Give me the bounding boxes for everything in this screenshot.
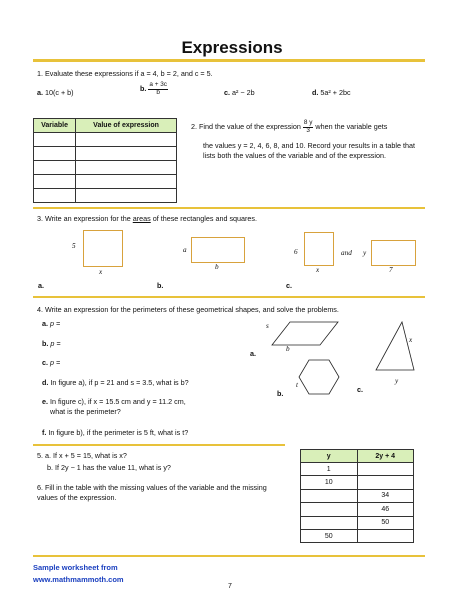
- table-row: [301, 516, 414, 529]
- q4-prompt: 4. Write an expression for the perimeters of these geometrical shapes, and solve the problems.: [37, 305, 339, 314]
- parallelogram-shape: [272, 322, 338, 345]
- q4-c-label: c.: [42, 358, 48, 367]
- table-row: [301, 529, 414, 542]
- q1-c-label: c.: [224, 88, 230, 97]
- page-title: Expressions: [181, 38, 283, 57]
- divider-3: [33, 444, 285, 446]
- table-cell: 46: [357, 503, 414, 516]
- hexagon-shape: [299, 360, 339, 394]
- q1-b-label: b.: [140, 84, 147, 94]
- q2-numerator: 8 y: [303, 119, 313, 126]
- rect-c-bottom2: 7: [389, 266, 393, 274]
- rect-c-side2: y: [363, 249, 367, 257]
- q1-b-denominator: b: [156, 88, 160, 96]
- bottom-rule: [33, 555, 425, 557]
- q4-a-text: p =: [50, 319, 61, 328]
- table-cell: [357, 476, 414, 489]
- q3-c-label: c.: [286, 281, 292, 290]
- rect-a-bottom: x: [99, 268, 103, 276]
- fig-a-b: b: [286, 345, 290, 353]
- table-cell: [357, 529, 414, 542]
- table-cell: 34: [357, 489, 414, 502]
- table-cell: 10: [301, 476, 358, 489]
- fig-c-x: x: [409, 336, 413, 344]
- footer-line1: Sample worksheet from: [33, 563, 118, 572]
- q1-d-label: d.: [312, 88, 319, 97]
- footer-link[interactable]: www.mathmammoth.com: [33, 574, 124, 584]
- q4-a-label: a.: [42, 319, 48, 328]
- q3-a-label: a.: [38, 281, 44, 290]
- q3-prompt-start: 3. Write an expression for the: [37, 214, 131, 223]
- q4-e-text1: In figure c), if x = 15.5 cm and y = 11.2 cm,: [50, 397, 186, 406]
- q1-b-numerator: a + 3c: [149, 81, 167, 88]
- table-cell: [301, 503, 358, 516]
- q6-col-y: y: [301, 450, 358, 463]
- fig-c-label: c.: [357, 385, 363, 394]
- q3-prompt-end: of these rectangles and squares.: [152, 214, 258, 223]
- q1-a-expr: 10(c + b): [45, 88, 74, 97]
- q2-prompt-start: 2. Find the value of the expression: [191, 122, 301, 132]
- q5-b: b. If 2y − 1 has the value 11, what is y?: [47, 463, 171, 472]
- q1-c-expr: a² − 2b: [232, 88, 255, 97]
- q4-b-label: b.: [42, 339, 49, 348]
- table-cell: [357, 463, 414, 476]
- page-number: 7: [228, 583, 232, 590]
- q4-f-text: In figure b), if the perimeter is 5 ft, what is t?: [48, 428, 189, 437]
- q4-d-label: d.: [42, 378, 49, 387]
- table-cell: [301, 516, 358, 529]
- table-row: [301, 503, 414, 516]
- table-row: [301, 489, 414, 502]
- q4-f-label: f.: [42, 428, 47, 437]
- q6-table: [300, 449, 414, 543]
- rect-b-bottom: b: [215, 263, 219, 271]
- q4-d-text: In figure a), if p = 21 and s = 3.5, what is b?: [50, 378, 189, 387]
- q1-prompt: 1. Evaluate these expressions if a = 4, b = 2, and c = 5.: [37, 69, 213, 78]
- q4-b-text: p =: [50, 339, 61, 348]
- triangle-shape: [376, 322, 414, 370]
- q6-text: 6. Fill in the table with the missing values of the variable and the missing values of the expression.: [37, 483, 267, 503]
- q4-e-label: e.: [42, 397, 48, 406]
- table-cell: 50: [357, 516, 414, 529]
- footer: [33, 562, 124, 585]
- table-cell: 50: [301, 529, 358, 542]
- table-row: [301, 463, 414, 476]
- q3-prompt-underlined: areas: [132, 214, 151, 223]
- fig-b-t: t: [296, 381, 298, 389]
- q2-denominator: 3: [306, 126, 310, 134]
- rect-a-side: 5: [72, 242, 76, 250]
- q3-b-label: b.: [157, 281, 164, 290]
- rect-b-side: a: [183, 246, 187, 254]
- q2-col-value: Value of expression: [76, 119, 177, 133]
- q1-a-label: a.: [37, 88, 43, 97]
- table-row: [301, 476, 414, 489]
- q6-col-expr: 2y + 4: [357, 450, 414, 463]
- table-cell: [301, 489, 358, 502]
- q2-col-variable: Variable: [34, 119, 76, 133]
- q4-c-text: p =: [50, 358, 61, 367]
- rect-c-bottom: x: [316, 266, 320, 274]
- q4-e-text2: what is the perimeter?: [50, 407, 121, 417]
- rect-c-and: and: [341, 249, 352, 257]
- q2-prompt-end: when the variable gets: [315, 122, 388, 132]
- rect-c-side: 6: [294, 248, 298, 256]
- q1-d-expr: 5a² + 2bc: [320, 88, 351, 97]
- q5-a: 5. a. If x + 5 = 15, what is x?: [37, 451, 127, 460]
- fig-a-s: s: [266, 322, 269, 330]
- table-cell: 1: [301, 463, 358, 476]
- q2-text: the values y = 2, 4, 6, 8, and 10. Record your results in a table that lists both the values of the variable and of the expression.: [203, 141, 415, 161]
- fig-a-label: a.: [250, 349, 256, 358]
- fig-b-label: b.: [277, 389, 284, 398]
- fig-c-y: y: [395, 377, 399, 385]
